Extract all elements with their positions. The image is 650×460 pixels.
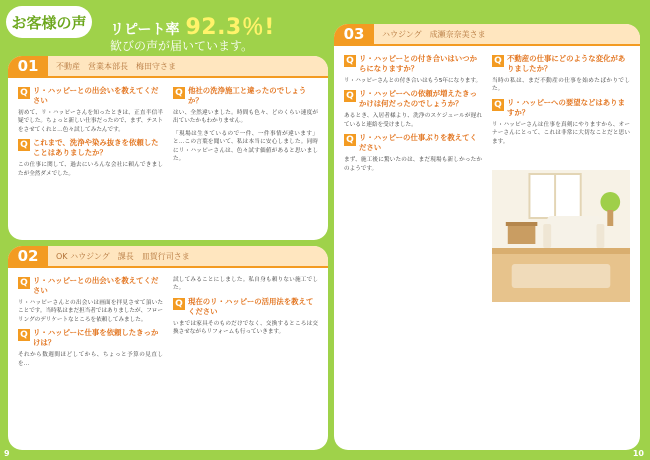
question: リ・ハッピーに仕事を依頼したきっかけは？ — [33, 328, 159, 348]
testimonial-panel-01 — [8, 56, 328, 240]
q-icon: Q — [492, 55, 504, 67]
question: リ・ハッピーの仕事ぶりを教えてください — [359, 133, 477, 153]
panel-number: 01 — [8, 56, 48, 77]
answer: 当時の私は、まだ不動産の仕事を始めたばかりでした。 — [492, 78, 630, 93]
repeat-label: リピート率 — [110, 22, 180, 38]
q-icon: Q — [173, 87, 185, 99]
qa-item — [344, 54, 482, 85]
qa-item — [492, 54, 630, 94]
repeat-value: 92.3％! — [185, 15, 275, 40]
question: リ・ハッピーへの依頼が増えたきっかけは何だったのでしょうか？ — [359, 89, 477, 109]
page-subtitle: 歓びの声が届いています。 — [110, 39, 254, 53]
panel-header — [334, 24, 640, 46]
q-icon: Q — [18, 87, 30, 99]
panel-title: ハウジング 成瀬奈奈美さま — [382, 29, 486, 39]
question: 現在のリ・ハッピーの活用法を教えてください — [188, 296, 314, 316]
answer: 初めて、リ・ハッピーさんを知ったときは、正直半信半疑でした。ちょっと新しい仕事だったので、まず、テストをさせてくれと…色々試してみたんです。 — [18, 110, 163, 133]
question: リ・ハッピーへの要望などはありますか？ — [507, 97, 625, 117]
answer: まず、施工後に驚いたのは、まだ現場も新しかったかのようです。 — [344, 157, 482, 172]
panel-column — [173, 276, 318, 444]
qa-item — [344, 133, 482, 173]
answer: 試してみることにしました。私自身も頼りない施工でした。 — [173, 277, 318, 292]
panel-column — [344, 54, 482, 444]
qa-item — [18, 86, 163, 134]
page-title-badge — [6, 6, 92, 38]
question: リ・ハッピーとの付き合いはいつからになりますか？ — [359, 54, 477, 73]
panel-name: 梅田守さま — [136, 61, 176, 71]
qa-item — [173, 297, 318, 337]
panel-title: OK ハウジング 課長 — [56, 251, 134, 261]
panel-name: 皿賀行司さま — [141, 251, 190, 261]
answer: リ・ハッピーさんは仕事を真剣にやりますから、オーナーさんにとって、これは非常に大切なことだと思います。 — [492, 121, 630, 145]
answer: この仕事に関して、過去にいろんな会社に頼んできましたが全然ダメでした。 — [18, 162, 163, 177]
room-illustration — [492, 152, 630, 302]
q-icon: Q — [18, 277, 30, 289]
question: これまで、洗浄や染み抜きを依頼したことはありましたか？ — [33, 138, 159, 158]
answer: あるとき、入居者様より、洗浄のスケジュールが遅れていると連絡を受けました。 — [344, 113, 482, 128]
answer: リ・ハッピーさんとの付き合いはもう5年になります。 — [344, 78, 482, 84]
panel-column — [18, 276, 163, 444]
qa-item — [492, 98, 630, 146]
panel-header — [8, 56, 328, 78]
q-icon: Q — [344, 134, 356, 146]
q-icon: Q — [18, 139, 30, 151]
panel-column — [18, 86, 163, 234]
answer: 「現場は生きているので一件、一件事情が違います」と…この言葉を聞いて、私は本当に安心しました。同時にリ・ハッピーさんは、色々試す価値があると思いました。 — [173, 130, 318, 163]
panel-number: 03 — [334, 24, 374, 45]
q-icon: Q — [344, 90, 356, 102]
qa-item — [344, 89, 482, 129]
answer: はい、全然違いました。時間も色々、どのくらい速度が出ていたかもわかりません。 — [173, 110, 318, 125]
testimonial-panel-02 — [8, 246, 328, 450]
question: 他社の洗浄施工と違ったのでしょうか？ — [188, 86, 307, 105]
page-title: お客様の声 — [11, 13, 87, 32]
testimonial-panel-03 — [334, 24, 640, 450]
panel-header — [8, 246, 328, 268]
question: 不動産の仕事にどのような変化がありましたか？ — [507, 54, 626, 73]
panel-column — [173, 86, 318, 234]
question: リ・ハッピーとの出会いを教えてください — [33, 86, 159, 105]
qa-item — [173, 86, 318, 126]
page-number-right: 10 — [632, 449, 644, 458]
panel-title: 不動産 営業本部長 — [56, 61, 128, 71]
panel-number: 02 — [8, 246, 48, 267]
qa-item — [18, 328, 163, 368]
q-icon: Q — [18, 329, 30, 341]
interior-photo — [492, 152, 630, 302]
question: リ・ハッピーとの出会いを教えてください — [33, 276, 159, 295]
qa-item — [173, 130, 318, 164]
qa-item — [18, 138, 163, 178]
q-icon: Q — [173, 298, 185, 310]
q-icon: Q — [344, 55, 356, 67]
panel-column — [492, 54, 630, 444]
qa-item — [173, 276, 318, 293]
qa-item — [18, 276, 163, 324]
answer: いまでは家具そのものだけでなく、交換するところは交換させながらリフォームも行っていきます。 — [173, 320, 318, 336]
answer: それから数週間ほどしてから、ちょっと予算の見直しを… — [18, 352, 163, 367]
page-number-left: 9 — [4, 449, 10, 458]
answer: リ・ハッピーさんとの出会いは画面を拝見させて頂いたことです。当時私はまだ担当者ではありましたが、フローリングのデリケートなところを依頼してみました。 — [18, 300, 163, 323]
q-icon: Q — [492, 99, 504, 111]
